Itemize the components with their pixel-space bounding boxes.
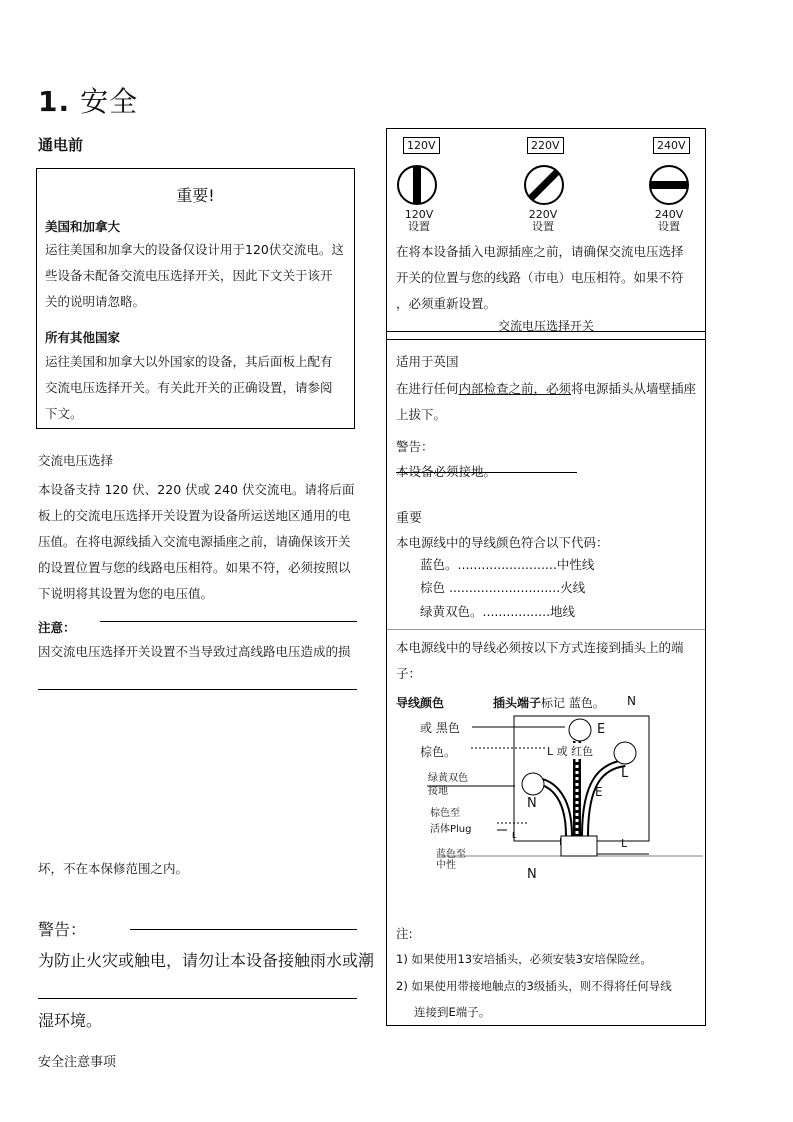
note-heading: 注意： bbox=[38, 620, 76, 635]
code-blue: 蓝色。.........................中性线 bbox=[420, 557, 595, 572]
uk-line-1a: 在进行任何 bbox=[396, 381, 459, 396]
section-number: 1. bbox=[38, 85, 71, 118]
note-divider bbox=[38, 689, 357, 690]
uk-line-1 bbox=[396, 376, 696, 402]
switch-caption: 交流电压选择开关 bbox=[497, 319, 594, 333]
diagram-neutral: 中性 bbox=[436, 860, 456, 871]
warning-line-2: 湿环境。 bbox=[38, 1011, 103, 1030]
switch-divider-1 bbox=[387, 331, 705, 332]
code-green-yellow: 绿黄双色。.................地线 bbox=[420, 604, 576, 619]
note-line-1: 因交流电压选择开关设置不当导致过高线路电压造成的损 bbox=[38, 644, 351, 659]
diagram-l-bottom: L bbox=[621, 837, 628, 850]
other-heading: 所有其他国家 bbox=[45, 330, 121, 345]
diagram-e-mid: E bbox=[595, 785, 603, 799]
warning-heading: 警告： bbox=[38, 920, 87, 939]
usa-line-2: 些设备未配备交流电压选择开关，因此下文关于该开 bbox=[45, 268, 333, 283]
diagram-col2 bbox=[493, 694, 605, 711]
uk-important: 重要 bbox=[396, 511, 423, 526]
uk-warning-heading: 警告： bbox=[396, 439, 434, 454]
diagram-col2-rest: 标记 蓝色。 bbox=[541, 696, 605, 710]
uk-line-1c: 将电源插头从墙壁插座 bbox=[571, 381, 697, 396]
voltage-line-3: 压值。在将电源线插入交流电源插座之前，请确保该开关 bbox=[38, 534, 351, 549]
connect-line-1: 本电源线中的导线必须按以下方式连接到插头上的端 bbox=[396, 640, 684, 655]
code-intro: 本电源线中的导线颜色符合以下代码： bbox=[396, 535, 609, 550]
switch-icons bbox=[397, 163, 697, 209]
diagram-blue-to: 蓝色至 bbox=[436, 849, 466, 860]
diagram-i: I bbox=[559, 837, 562, 848]
diagram-col2-bold: 插头端子 bbox=[493, 696, 542, 710]
switch-line-1: 在将本设备插入电源插座之前，请确保交流电压选择 bbox=[396, 244, 684, 259]
diagram-e-top: E bbox=[597, 722, 606, 737]
voltage-line-1: 本设备支持 120 伏、220 伏或 240 伏交流电。请将后面 bbox=[38, 482, 355, 497]
diagram-l-small: L bbox=[512, 831, 517, 840]
switch-120-icon bbox=[398, 166, 436, 204]
diagram-col1: 导线颜色 bbox=[396, 696, 445, 710]
diagram-n-bottom: N bbox=[527, 867, 537, 882]
setting-240 bbox=[639, 209, 699, 233]
diagram-or-black: 或 黑色 bbox=[420, 721, 460, 735]
setting-120-s: 设置 bbox=[408, 220, 430, 233]
label-120v: 120V bbox=[403, 137, 440, 154]
code-divider bbox=[387, 629, 705, 630]
switch-220-icon bbox=[525, 166, 563, 204]
terminal-e bbox=[569, 719, 591, 741]
warning-line-1: 为防止火灾或触电，请勿让本设备接触雨水或潮 bbox=[38, 951, 375, 970]
code-brown: 棕色 ............................火线 bbox=[420, 580, 586, 595]
switch-line-2: 开关的位置与您的线路（市电）电压相符。如果不符 bbox=[396, 270, 684, 285]
diagram-l-or-red: L 或 红色 bbox=[547, 745, 594, 758]
label-240v: 240V bbox=[653, 137, 690, 154]
other-line-3: 下文。 bbox=[45, 406, 83, 421]
voltage-line-4: 的设置位置与您的线路电压相符。如果不符，必须按照以 bbox=[38, 560, 351, 575]
section-heading bbox=[38, 80, 138, 120]
voltage-heading: 交流电压选择 bbox=[38, 453, 114, 468]
important-box bbox=[36, 168, 355, 429]
diagram-brown-to: 棕色至 bbox=[430, 808, 460, 819]
uk-warning-text: 本设备必须接地。 bbox=[396, 464, 497, 479]
setting-240-v: 240V bbox=[654, 208, 684, 221]
subtitle: 通电前 bbox=[38, 136, 84, 154]
notes-item-2: 2) 如果使用带接地触点的3级插头，则不得将任何导线 bbox=[396, 979, 672, 993]
section-title: 安全 bbox=[80, 85, 139, 118]
diagram-l-right: L bbox=[621, 766, 629, 781]
usa-line-3: 关的说明请忽略。 bbox=[45, 294, 146, 309]
setting-220-v: 220V bbox=[528, 208, 558, 221]
label-220v: 220V bbox=[527, 137, 564, 154]
notes-item-2-cont: 连接到E端子。 bbox=[414, 1005, 491, 1019]
diagram-n-top: N bbox=[627, 694, 636, 708]
note-line-2: 坏，不在本保修范围之内。 bbox=[38, 861, 189, 876]
switch-line-3: ，必须重新设置。 bbox=[396, 296, 497, 311]
voltage-line-2: 板上的交流电压选择开关设置为设备所运送地区通用的电 bbox=[38, 508, 351, 523]
setting-120 bbox=[389, 209, 449, 233]
diagram-brown: 棕色。 bbox=[420, 745, 457, 759]
uk-heading: 适用于英国 bbox=[396, 354, 459, 369]
connect-line-2: 子： bbox=[396, 666, 422, 681]
footer: 安全注意事项 bbox=[38, 1055, 117, 1070]
uk-warning-rule bbox=[396, 472, 577, 473]
setting-240-s: 设置 bbox=[658, 220, 680, 233]
terminal-l bbox=[614, 742, 636, 764]
diagram-n-left: N bbox=[527, 796, 537, 811]
warning-divider bbox=[38, 998, 357, 999]
notes-item-1: 1) 如果使用13安培插头，必须安装3安培保险丝。 bbox=[396, 952, 652, 966]
setting-220 bbox=[513, 209, 573, 233]
setting-120-v: 120V bbox=[404, 208, 434, 221]
important-heading: 重要! bbox=[176, 186, 215, 205]
usa-heading: 美国和加拿大 bbox=[45, 219, 121, 234]
diagram-gy2: 接地 bbox=[428, 786, 448, 797]
warning-rule bbox=[130, 929, 357, 930]
uk-line-1b: 内部检查之前，必须 bbox=[458, 381, 572, 396]
live-wire bbox=[585, 763, 625, 836]
usa-line-1: 运往美国和加拿大的设备仅设计用于120伏交流电。这 bbox=[45, 242, 344, 257]
voltage-line-5: 下说明将其设置为您的电压值。 bbox=[38, 586, 214, 601]
notes-heading: 注: bbox=[396, 926, 413, 941]
note-rule bbox=[100, 621, 357, 622]
other-line-2: 交流电压选择开关。有关此开关的正确设置，请参阅 bbox=[45, 380, 333, 395]
diagram-gy1: 绿黄双色 bbox=[428, 773, 468, 784]
switch-divider-2 bbox=[387, 339, 705, 340]
cable-grip bbox=[561, 836, 597, 856]
setting-220-s: 设置 bbox=[532, 220, 554, 233]
other-line-1: 运往美国和加拿大以外国家的设备，其后面板上配有 bbox=[45, 354, 333, 369]
switch-240-icon bbox=[650, 166, 688, 204]
right-panel bbox=[386, 128, 706, 1026]
diagram-live-plug: 活体Plug bbox=[430, 824, 472, 835]
terminal-n bbox=[522, 773, 544, 795]
uk-line-2: 上拔下。 bbox=[396, 407, 447, 422]
